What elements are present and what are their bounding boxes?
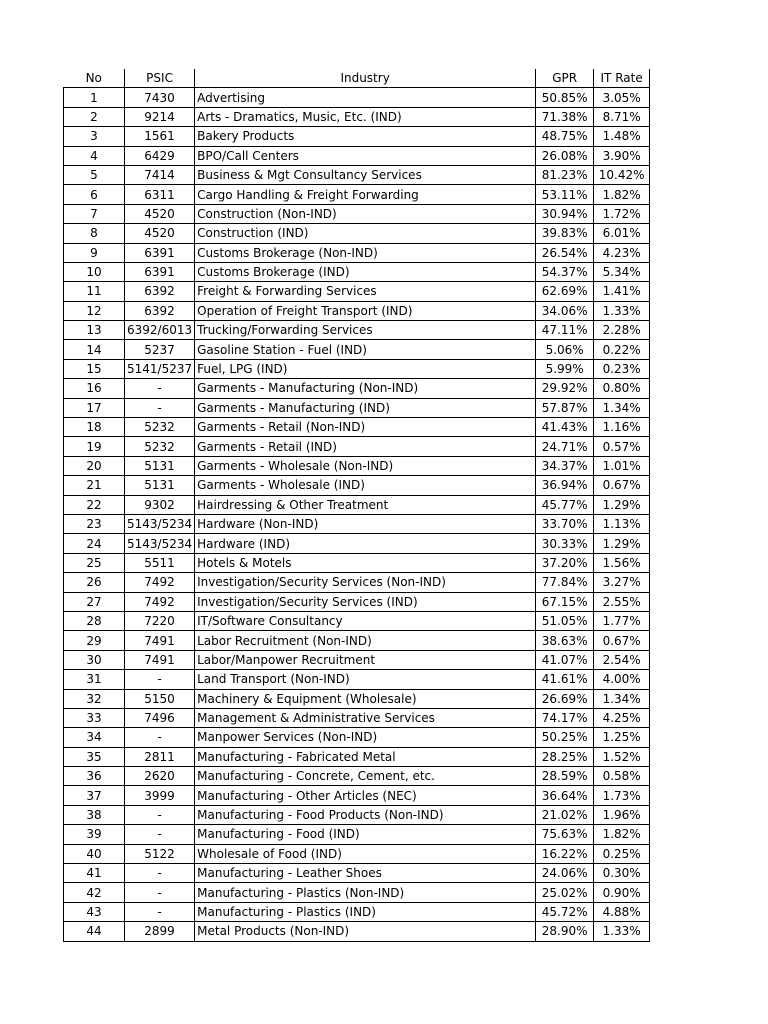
industry-cell: Management & Administrative Services (195, 708, 536, 727)
row-number-cell: 18 (64, 418, 125, 437)
table-row (64, 301, 650, 320)
gpr-cell: 74.17% (536, 708, 594, 727)
row-number-cell: 39 (64, 825, 125, 844)
gpr-cell: 21.02% (536, 805, 594, 824)
psic-code-cell: - (125, 379, 195, 398)
industry-cell: Bakery Products (195, 127, 536, 146)
it-rate-cell: 2.55% (594, 592, 650, 611)
it-rate-cell: 1.16% (594, 418, 650, 437)
it-rate-cell: 5.34% (594, 262, 650, 281)
psic-code-cell: 5150 (125, 689, 195, 708)
psic-code-cell: 5131 (125, 456, 195, 475)
psic-code-cell: - (125, 670, 195, 689)
psic-code-cell: - (125, 728, 195, 747)
psic-code-cell: 5232 (125, 418, 195, 437)
row-number-cell: 40 (64, 844, 125, 863)
row-number-cell: 13 (64, 321, 125, 340)
it-rate-cell: 4.23% (594, 243, 650, 262)
table-row (64, 262, 650, 281)
psic-code-cell: 9302 (125, 495, 195, 514)
psic-code-cell: 2620 (125, 767, 195, 786)
table-row (64, 786, 650, 805)
it-rate-cell: 3.90% (594, 146, 650, 165)
gpr-cell: 53.11% (536, 185, 594, 204)
header-gpr: GPR (536, 69, 594, 88)
row-number-cell: 12 (64, 301, 125, 320)
table-row (64, 127, 650, 146)
it-rate-cell: 1.01% (594, 456, 650, 475)
industry-cell: Investigation/Security Services (IND) (195, 592, 536, 611)
gpr-cell: 34.37% (536, 456, 594, 475)
row-number-cell: 43 (64, 902, 125, 921)
gpr-cell: 41.07% (536, 650, 594, 669)
it-rate-cell: 1.41% (594, 282, 650, 301)
it-rate-cell: 0.80% (594, 379, 650, 398)
row-number-cell: 5 (64, 165, 125, 184)
table-row (64, 728, 650, 747)
it-rate-cell: 3.27% (594, 573, 650, 592)
gpr-cell: 50.85% (536, 88, 594, 107)
table-row (64, 670, 650, 689)
gpr-cell: 38.63% (536, 631, 594, 650)
row-number-cell: 28 (64, 611, 125, 630)
row-number-cell: 41 (64, 864, 125, 883)
row-number-cell: 31 (64, 670, 125, 689)
table-row (64, 146, 650, 165)
row-number-cell: 26 (64, 573, 125, 592)
industry-cell: Investigation/Security Services (Non-IND) (195, 573, 536, 592)
gpr-cell: 37.20% (536, 553, 594, 572)
it-rate-cell: 8.71% (594, 107, 650, 126)
table-row (64, 88, 650, 107)
psic-code-cell: - (125, 825, 195, 844)
it-rate-cell: 1.25% (594, 728, 650, 747)
psic-code-cell: - (125, 805, 195, 824)
it-rate-cell: 0.67% (594, 631, 650, 650)
psic-code-cell: 6392 (125, 301, 195, 320)
it-rate-cell: 1.29% (594, 495, 650, 514)
row-number-cell: 24 (64, 534, 125, 553)
table-row (64, 534, 650, 553)
gpr-cell: 81.23% (536, 165, 594, 184)
table-row (64, 243, 650, 262)
gpr-cell: 29.92% (536, 379, 594, 398)
table-row (64, 922, 650, 941)
gpr-cell: 16.22% (536, 844, 594, 863)
industry-cell: Hardware (IND) (195, 534, 536, 553)
psic-code-cell: 6429 (125, 146, 195, 165)
industry-cell: Cargo Handling & Freight Forwarding (195, 185, 536, 204)
industry-cell: Construction (Non-IND) (195, 204, 536, 223)
row-number-cell: 35 (64, 747, 125, 766)
gpr-cell: 45.72% (536, 902, 594, 921)
gpr-cell: 77.84% (536, 573, 594, 592)
psic-code-cell: 7491 (125, 631, 195, 650)
it-rate-cell: 4.88% (594, 902, 650, 921)
industry-cell: Construction (IND) (195, 224, 536, 243)
row-number-cell: 14 (64, 340, 125, 359)
it-rate-cell: 1.77% (594, 611, 650, 630)
industry-cell: Freight & Forwarding Services (195, 282, 536, 301)
it-rate-cell: 1.96% (594, 805, 650, 824)
row-number-cell: 16 (64, 379, 125, 398)
industry-cell: Wholesale of Food (IND) (195, 844, 536, 863)
row-number-cell: 37 (64, 786, 125, 805)
psic-code-cell: - (125, 902, 195, 921)
it-rate-cell: 0.25% (594, 844, 650, 863)
gpr-cell: 25.02% (536, 883, 594, 902)
row-number-cell: 1 (64, 88, 125, 107)
header-no: No (64, 69, 125, 88)
gpr-cell: 5.06% (536, 340, 594, 359)
psic-code-cell: 7492 (125, 592, 195, 611)
psic-code-cell: 6391 (125, 243, 195, 262)
row-number-cell: 4 (64, 146, 125, 165)
it-rate-cell: 1.52% (594, 747, 650, 766)
it-rate-cell: 0.58% (594, 767, 650, 786)
industry-cell: Business & Mgt Consultancy Services (195, 165, 536, 184)
it-rate-cell: 4.00% (594, 670, 650, 689)
it-rate-cell: 1.34% (594, 689, 650, 708)
industry-cell: Manufacturing - Plastics (IND) (195, 902, 536, 921)
industry-cell: Garments - Retail (IND) (195, 437, 536, 456)
industry-cell: Customs Brokerage (IND) (195, 262, 536, 281)
it-rate-cell: 1.13% (594, 514, 650, 533)
industry-cell: Labor Recruitment (Non-IND) (195, 631, 536, 650)
industry-cell: Land Transport (Non-IND) (195, 670, 536, 689)
it-rate-cell: 10.42% (594, 165, 650, 184)
industry-cell: BPO/Call Centers (195, 146, 536, 165)
table-row (64, 359, 650, 378)
table-row (64, 514, 650, 533)
gpr-cell: 28.90% (536, 922, 594, 941)
psic-code-cell: 5143/5234 (125, 514, 195, 533)
row-number-cell: 19 (64, 437, 125, 456)
psic-code-cell: 5143/5234 (125, 534, 195, 553)
psic-code-cell: 5237 (125, 340, 195, 359)
industry-cell: Manufacturing - Food (IND) (195, 825, 536, 844)
industry-cell: Manufacturing - Food Products (Non-IND) (195, 805, 536, 824)
table-row (64, 844, 650, 863)
industry-cell: Manufacturing - Plastics (Non-IND) (195, 883, 536, 902)
psic-code-cell: 7492 (125, 573, 195, 592)
row-number-cell: 9 (64, 243, 125, 262)
header-psic: PSIC (125, 69, 195, 88)
it-rate-cell: 2.28% (594, 321, 650, 340)
row-number-cell: 44 (64, 922, 125, 941)
industry-cell: Manufacturing - Other Articles (NEC) (195, 786, 536, 805)
industry-cell: IT/Software Consultancy (195, 611, 536, 630)
gpr-cell: 41.43% (536, 418, 594, 437)
table-row (64, 204, 650, 223)
it-rate-cell: 0.57% (594, 437, 650, 456)
table-row (64, 611, 650, 630)
table-row (64, 592, 650, 611)
row-number-cell: 29 (64, 631, 125, 650)
table-row (64, 476, 650, 495)
it-rate-cell: 1.34% (594, 398, 650, 417)
gpr-cell: 28.25% (536, 747, 594, 766)
psic-code-cell: 2811 (125, 747, 195, 766)
it-rate-cell: 1.33% (594, 922, 650, 941)
row-number-cell: 30 (64, 650, 125, 669)
psic-code-cell: 6392 (125, 282, 195, 301)
gpr-cell: 26.54% (536, 243, 594, 262)
table-row (64, 767, 650, 786)
it-rate-cell: 1.33% (594, 301, 650, 320)
table-row (64, 883, 650, 902)
gpr-cell: 75.63% (536, 825, 594, 844)
gpr-cell: 33.70% (536, 514, 594, 533)
it-rate-cell: 1.72% (594, 204, 650, 223)
row-number-cell: 27 (64, 592, 125, 611)
table-row (64, 107, 650, 126)
table-body (64, 88, 650, 941)
psic-code-cell: 6392/6013 (125, 321, 195, 340)
psic-code-cell: 4520 (125, 224, 195, 243)
psic-code-cell: 2899 (125, 922, 195, 941)
gpr-cell: 28.59% (536, 767, 594, 786)
industry-cell: Gasoline Station - Fuel (IND) (195, 340, 536, 359)
gpr-cell: 67.15% (536, 592, 594, 611)
gpr-cell: 51.05% (536, 611, 594, 630)
row-number-cell: 7 (64, 204, 125, 223)
industry-cell: Hotels & Motels (195, 553, 536, 572)
psic-code-cell: 7496 (125, 708, 195, 727)
table-row (64, 282, 650, 301)
gpr-cell: 62.69% (536, 282, 594, 301)
it-rate-cell: 1.73% (594, 786, 650, 805)
psic-code-cell: 5131 (125, 476, 195, 495)
it-rate-cell: 6.01% (594, 224, 650, 243)
table-row (64, 321, 650, 340)
table-row (64, 165, 650, 184)
industry-cell: Advertising (195, 88, 536, 107)
it-rate-cell: 2.54% (594, 650, 650, 669)
gpr-cell: 34.06% (536, 301, 594, 320)
row-number-cell: 21 (64, 476, 125, 495)
gpr-cell: 39.83% (536, 224, 594, 243)
industry-cell: Manufacturing - Fabricated Metal (195, 747, 536, 766)
industry-cell: Trucking/Forwarding Services (195, 321, 536, 340)
it-rate-cell: 1.56% (594, 553, 650, 572)
gpr-cell: 41.61% (536, 670, 594, 689)
psic-code-cell: 5232 (125, 437, 195, 456)
industry-cell: Hairdressing & Other Treatment (195, 495, 536, 514)
psic-code-cell: 7220 (125, 611, 195, 630)
table-row (64, 553, 650, 572)
industry-cell: Operation of Freight Transport (IND) (195, 301, 536, 320)
it-rate-cell: 0.22% (594, 340, 650, 359)
industry-cell: Garments - Retail (Non-IND) (195, 418, 536, 437)
table-row (64, 864, 650, 883)
table-row (64, 650, 650, 669)
header-row (64, 69, 650, 88)
gpr-cell: 48.75% (536, 127, 594, 146)
row-number-cell: 17 (64, 398, 125, 417)
industry-cell: Garments - Wholesale (IND) (195, 476, 536, 495)
industry-cell: Hardware (Non-IND) (195, 514, 536, 533)
gpr-cell: 36.64% (536, 786, 594, 805)
gpr-cell: 24.71% (536, 437, 594, 456)
psic-code-cell: - (125, 864, 195, 883)
industry-cell: Manufacturing - Concrete, Cement, etc. (195, 767, 536, 786)
table-row (64, 631, 650, 650)
psic-code-cell: 6311 (125, 185, 195, 204)
table-row (64, 340, 650, 359)
table-row (64, 224, 650, 243)
industry-cell: Machinery & Equipment (Wholesale) (195, 689, 536, 708)
row-number-cell: 6 (64, 185, 125, 204)
row-number-cell: 2 (64, 107, 125, 126)
psic-code-cell: 6391 (125, 262, 195, 281)
psic-code-cell: 5141/5237 (125, 359, 195, 378)
table-row (64, 398, 650, 417)
it-rate-cell: 0.23% (594, 359, 650, 378)
gpr-cell: 30.94% (536, 204, 594, 223)
gpr-cell: 57.87% (536, 398, 594, 417)
table-row (64, 437, 650, 456)
row-number-cell: 34 (64, 728, 125, 747)
it-rate-cell: 0.30% (594, 864, 650, 883)
gpr-cell: 54.37% (536, 262, 594, 281)
gpr-cell: 5.99% (536, 359, 594, 378)
industry-cell: Manpower Services (Non-IND) (195, 728, 536, 747)
it-rate-cell: 0.90% (594, 883, 650, 902)
psic-code-cell: 7414 (125, 165, 195, 184)
header-it-rate: IT Rate (594, 69, 650, 88)
gpr-cell: 45.77% (536, 495, 594, 514)
industry-cell: Metal Products (Non-IND) (195, 922, 536, 941)
psic-code-cell: 7491 (125, 650, 195, 669)
table-row (64, 573, 650, 592)
row-number-cell: 33 (64, 708, 125, 727)
table-row (64, 689, 650, 708)
gpr-cell: 24.06% (536, 864, 594, 883)
table-row (64, 805, 650, 824)
psic-code-cell: 4520 (125, 204, 195, 223)
psic-code-cell: 7430 (125, 88, 195, 107)
row-number-cell: 10 (64, 262, 125, 281)
it-rate-cell: 1.82% (594, 185, 650, 204)
row-number-cell: 36 (64, 767, 125, 786)
table-row (64, 708, 650, 727)
table-row (64, 495, 650, 514)
industry-cell: Garments - Manufacturing (Non-IND) (195, 379, 536, 398)
industry-cell: Arts - Dramatics, Music, Etc. (IND) (195, 107, 536, 126)
gpr-cell: 30.33% (536, 534, 594, 553)
it-rate-cell: 1.82% (594, 825, 650, 844)
industry-cell: Customs Brokerage (Non-IND) (195, 243, 536, 262)
row-number-cell: 11 (64, 282, 125, 301)
industry-cell: Labor/Manpower Recruitment (195, 650, 536, 669)
row-number-cell: 25 (64, 553, 125, 572)
gpr-cell: 26.08% (536, 146, 594, 165)
it-rate-cell: 1.48% (594, 127, 650, 146)
psic-code-cell: 5122 (125, 844, 195, 863)
industry-cell: Fuel, LPG (IND) (195, 359, 536, 378)
it-rate-cell: 4.25% (594, 708, 650, 727)
it-rate-cell: 3.05% (594, 88, 650, 107)
it-rate-cell: 0.67% (594, 476, 650, 495)
header-industry: Industry (195, 69, 536, 88)
row-number-cell: 42 (64, 883, 125, 902)
row-number-cell: 22 (64, 495, 125, 514)
row-number-cell: 32 (64, 689, 125, 708)
psic-code-cell: - (125, 398, 195, 417)
row-number-cell: 38 (64, 805, 125, 824)
psic-code-cell: 9214 (125, 107, 195, 126)
gpr-cell: 50.25% (536, 728, 594, 747)
table-row (64, 902, 650, 921)
table-row (64, 185, 650, 204)
row-number-cell: 23 (64, 514, 125, 533)
industry-cell: Garments - Wholesale (Non-IND) (195, 456, 536, 475)
psic-code-cell: - (125, 883, 195, 902)
row-number-cell: 8 (64, 224, 125, 243)
industry-rates-table (63, 69, 650, 942)
psic-code-cell: 3999 (125, 786, 195, 805)
industry-cell: Garments - Manufacturing (IND) (195, 398, 536, 417)
industry-cell: Manufacturing - Leather Shoes (195, 864, 536, 883)
row-number-cell: 20 (64, 456, 125, 475)
gpr-cell: 71.38% (536, 107, 594, 126)
table-row (64, 825, 650, 844)
table-row (64, 456, 650, 475)
gpr-cell: 47.11% (536, 321, 594, 340)
gpr-cell: 36.94% (536, 476, 594, 495)
table-row (64, 747, 650, 766)
gpr-cell: 26.69% (536, 689, 594, 708)
psic-code-cell: 5511 (125, 553, 195, 572)
table-row (64, 418, 650, 437)
table-row (64, 379, 650, 398)
psic-code-cell: 1561 (125, 127, 195, 146)
it-rate-cell: 1.29% (594, 534, 650, 553)
row-number-cell: 3 (64, 127, 125, 146)
row-number-cell: 15 (64, 359, 125, 378)
